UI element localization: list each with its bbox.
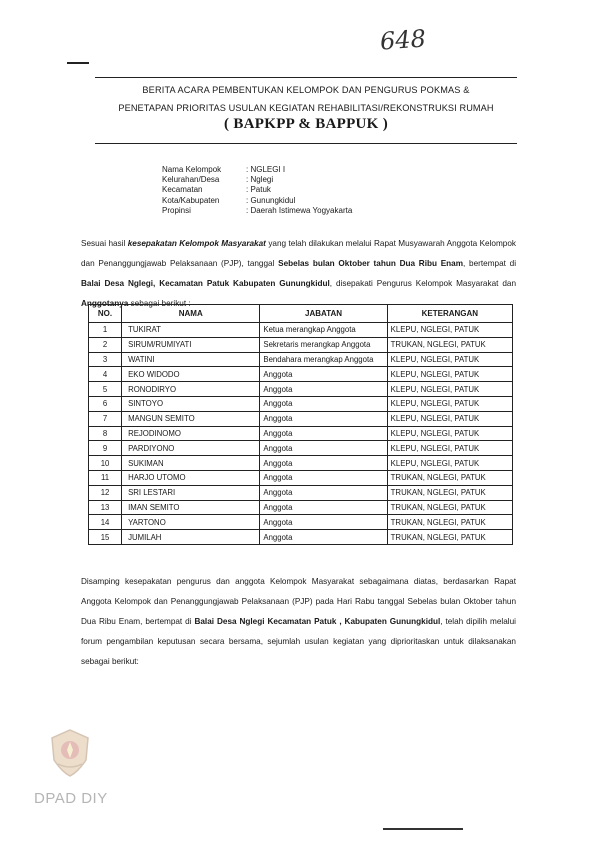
table-row: [89, 485, 513, 500]
para-emphasis: kesepakatan Kelompok Masyarakat: [127, 239, 266, 248]
info-value: : Patuk: [246, 185, 271, 195]
title-box: [95, 77, 517, 144]
para-text: sebagai berikut :: [128, 299, 191, 308]
cell-no: 5: [89, 382, 122, 397]
cell-nama: SRI LESTARI: [122, 485, 260, 500]
para-text: , disepakati Pengurus Kelompok Masyarakat dan: [329, 279, 516, 288]
cell-no: 2: [89, 337, 122, 352]
cell-jabatan: Anggota: [260, 441, 387, 456]
cell-no: 7: [89, 411, 122, 426]
group-info: [162, 165, 352, 216]
watermark: DPAD DIY: [34, 790, 108, 807]
cell-keterangan: KLEPU, NGLEGI, PATUK: [387, 352, 512, 367]
cell-jabatan: Anggota: [260, 515, 387, 530]
cell-nama: JUMILAH: [122, 530, 260, 545]
cell-jabatan: Anggota: [260, 500, 387, 515]
cell-nama: IMAN SEMITO: [122, 500, 260, 515]
cell-no: 11: [89, 470, 122, 485]
table-row: [89, 396, 513, 411]
info-row-province: [162, 206, 352, 216]
header-keterangan: KETERANGAN: [387, 305, 512, 323]
cell-keterangan: KLEPU, NGLEGI, PATUK: [387, 396, 512, 411]
para-text: yang telah dilakukan melalui Rapat Musyawarah Anggota Kelompok dan Penanggungjawab Pelaksanaan (PJP), tanggal: [81, 239, 516, 268]
pen-mark: [67, 62, 89, 64]
cell-keterangan: TRUKAN, NGLEGI, PATUK: [387, 515, 512, 530]
cell-nama: TUKIRAT: [122, 323, 260, 338]
cell-keterangan: KLEPU, NGLEGI, PATUK: [387, 456, 512, 471]
closing-paragraph: [81, 572, 516, 672]
title-line-3: ( BAPKPP & BAPPUK ): [223, 116, 388, 132]
info-label: Kota/Kabupaten: [162, 195, 220, 205]
cell-nama: SUKIMAN: [122, 456, 260, 471]
title-line-1: BERITA ACARA PEMBENTUKAN KELOMPOK DAN PENGURUS POKMAS &: [142, 85, 470, 95]
table-row: [89, 470, 513, 485]
cell-nama: SINTOYO: [122, 396, 260, 411]
table-row: [89, 411, 513, 426]
header-nama: NAMA: [122, 305, 260, 323]
cell-keterangan: TRUKAN, NGLEGI, PATUK: [387, 485, 512, 500]
table-row: [89, 515, 513, 530]
cell-jabatan: Bendahara merangkap Anggota: [260, 352, 387, 367]
table-row: [89, 382, 513, 397]
para-text: Disamping kesepakatan pengurus dan anggota Kelompok Masyarakat sebagaimana diatas, berdasarkan Rapat Anggota Kelompok dan Penanggungjawab Pelaksanaan (PJP) pada Hari Rabu tanggal Sebelas bulan Oktober tahun Dua Ribu Enam, bertempat di: [81, 577, 516, 626]
info-row-district: [162, 185, 352, 195]
info-label: Kelurahan/Desa: [162, 175, 220, 185]
para-location: Balai Desa Nglegi, Kecamatan Patuk Kabupaten Gunungkidul: [81, 279, 330, 288]
info-value: : NGLEGI I: [246, 165, 286, 174]
cell-jabatan: Anggota: [260, 382, 387, 397]
para-emphasis: Anggotanya: [81, 299, 129, 308]
cell-keterangan: KLEPU, NGLEGI, PATUK: [387, 367, 512, 382]
cell-jabatan: Ketua merangkap Anggota: [260, 323, 387, 338]
info-value: : Nglegi: [246, 175, 274, 185]
info-label: Kecamatan: [162, 185, 203, 195]
table-row: [89, 500, 513, 515]
cell-keterangan: TRUKAN, NGLEGI, PATUK: [387, 530, 512, 545]
cell-keterangan: TRUKAN, NGLEGI, PATUK: [387, 337, 512, 352]
cell-jabatan: Anggota: [260, 530, 387, 545]
cell-keterangan: KLEPU, NGLEGI, PATUK: [387, 323, 512, 338]
intro-paragraph: [81, 234, 516, 314]
info-value: : Gunungkidul: [246, 195, 296, 205]
cell-nama: REJODINOMO: [122, 426, 260, 441]
cell-no: 6: [89, 396, 122, 411]
cell-jabatan: Anggota: [260, 426, 387, 441]
cell-no: 14: [89, 515, 122, 530]
cell-nama: PARDIYONO: [122, 441, 260, 456]
cell-no: 8: [89, 426, 122, 441]
cell-keterangan: TRUKAN, NGLEGI, PATUK: [387, 500, 512, 515]
handwritten-note: 648: [379, 24, 427, 56]
cell-jabatan: Anggota: [260, 367, 387, 382]
info-value: : Daerah Istimewa Yogyakarta: [246, 205, 353, 215]
para-text: , bertempat di: [463, 259, 517, 268]
cell-keterangan: KLEPU, NGLEGI, PATUK: [387, 426, 512, 441]
cell-jabatan: Anggota: [260, 470, 387, 485]
cell-no: 3: [89, 352, 122, 367]
cell-nama: WATINI: [122, 352, 260, 367]
cell-no: 13: [89, 500, 122, 515]
info-row-group-name: [162, 165, 352, 175]
info-label: Propinsi: [162, 205, 191, 215]
para-text: Sesuai hasil: [81, 239, 128, 248]
cell-nama: YARTONO: [122, 515, 260, 530]
para-date: Sebelas bulan Oktober tahun Dua Ribu Enam: [278, 259, 464, 268]
cell-nama: EKO WIDODO: [122, 367, 260, 382]
table-row: [89, 367, 513, 382]
cell-no: 9: [89, 441, 122, 456]
cell-jabatan: Anggota: [260, 485, 387, 500]
seal-emblem-icon: [48, 728, 92, 778]
info-row-village: [162, 175, 352, 185]
table-row: [89, 456, 513, 471]
para-location: Balai Desa Nglegi Kecamatan Patuk , Kabupaten Gunungkidul: [194, 617, 441, 626]
table-row: [89, 352, 513, 367]
title-line-2: PENETAPAN PRIORITAS USULAN KEGIATAN REHABILITASI/REKONSTRUKSI RUMAH: [118, 103, 494, 113]
bottom-rule: [383, 828, 463, 830]
table-row: [89, 530, 513, 545]
cell-nama: HARJO UTOMO: [122, 470, 260, 485]
cell-keterangan: KLEPU, NGLEGI, PATUK: [387, 382, 512, 397]
cell-jabatan: Sekretaris merangkap Anggota: [260, 337, 387, 352]
info-row-regency: [162, 196, 352, 206]
header-no: NO.: [89, 305, 122, 323]
cell-jabatan: Anggota: [260, 396, 387, 411]
table-row: [89, 426, 513, 441]
table-header-row: [89, 305, 513, 323]
cell-jabatan: Anggota: [260, 456, 387, 471]
cell-keterangan: KLEPU, NGLEGI, PATUK: [387, 441, 512, 456]
cell-nama: RONODIRYO: [122, 382, 260, 397]
cell-no: 15: [89, 530, 122, 545]
header-jabatan: JABATAN: [260, 305, 387, 323]
cell-keterangan: KLEPU, NGLEGI, PATUK: [387, 411, 512, 426]
cell-nama: MANGUN SEMITO: [122, 411, 260, 426]
cell-no: 12: [89, 485, 122, 500]
table-row: [89, 441, 513, 456]
para-text: , telah dipilih melalui forum pengambilan keputusan secara bersama, sejumlah usulan kegiatan yang diprioritaskan untuk dilaksanakan sebagai berikut:: [81, 617, 516, 666]
info-label: Nama Kelompok: [162, 165, 222, 174]
cell-jabatan: Anggota: [260, 411, 387, 426]
table-row: [89, 337, 513, 352]
cell-no: 4: [89, 367, 122, 382]
members-table: [88, 304, 513, 545]
cell-nama: SIRUM/RUMIYATI: [122, 337, 260, 352]
cell-no: 1: [89, 323, 122, 338]
table-row: [89, 323, 513, 338]
cell-no: 10: [89, 456, 122, 471]
cell-keterangan: TRUKAN, NGLEGI, PATUK: [387, 470, 512, 485]
